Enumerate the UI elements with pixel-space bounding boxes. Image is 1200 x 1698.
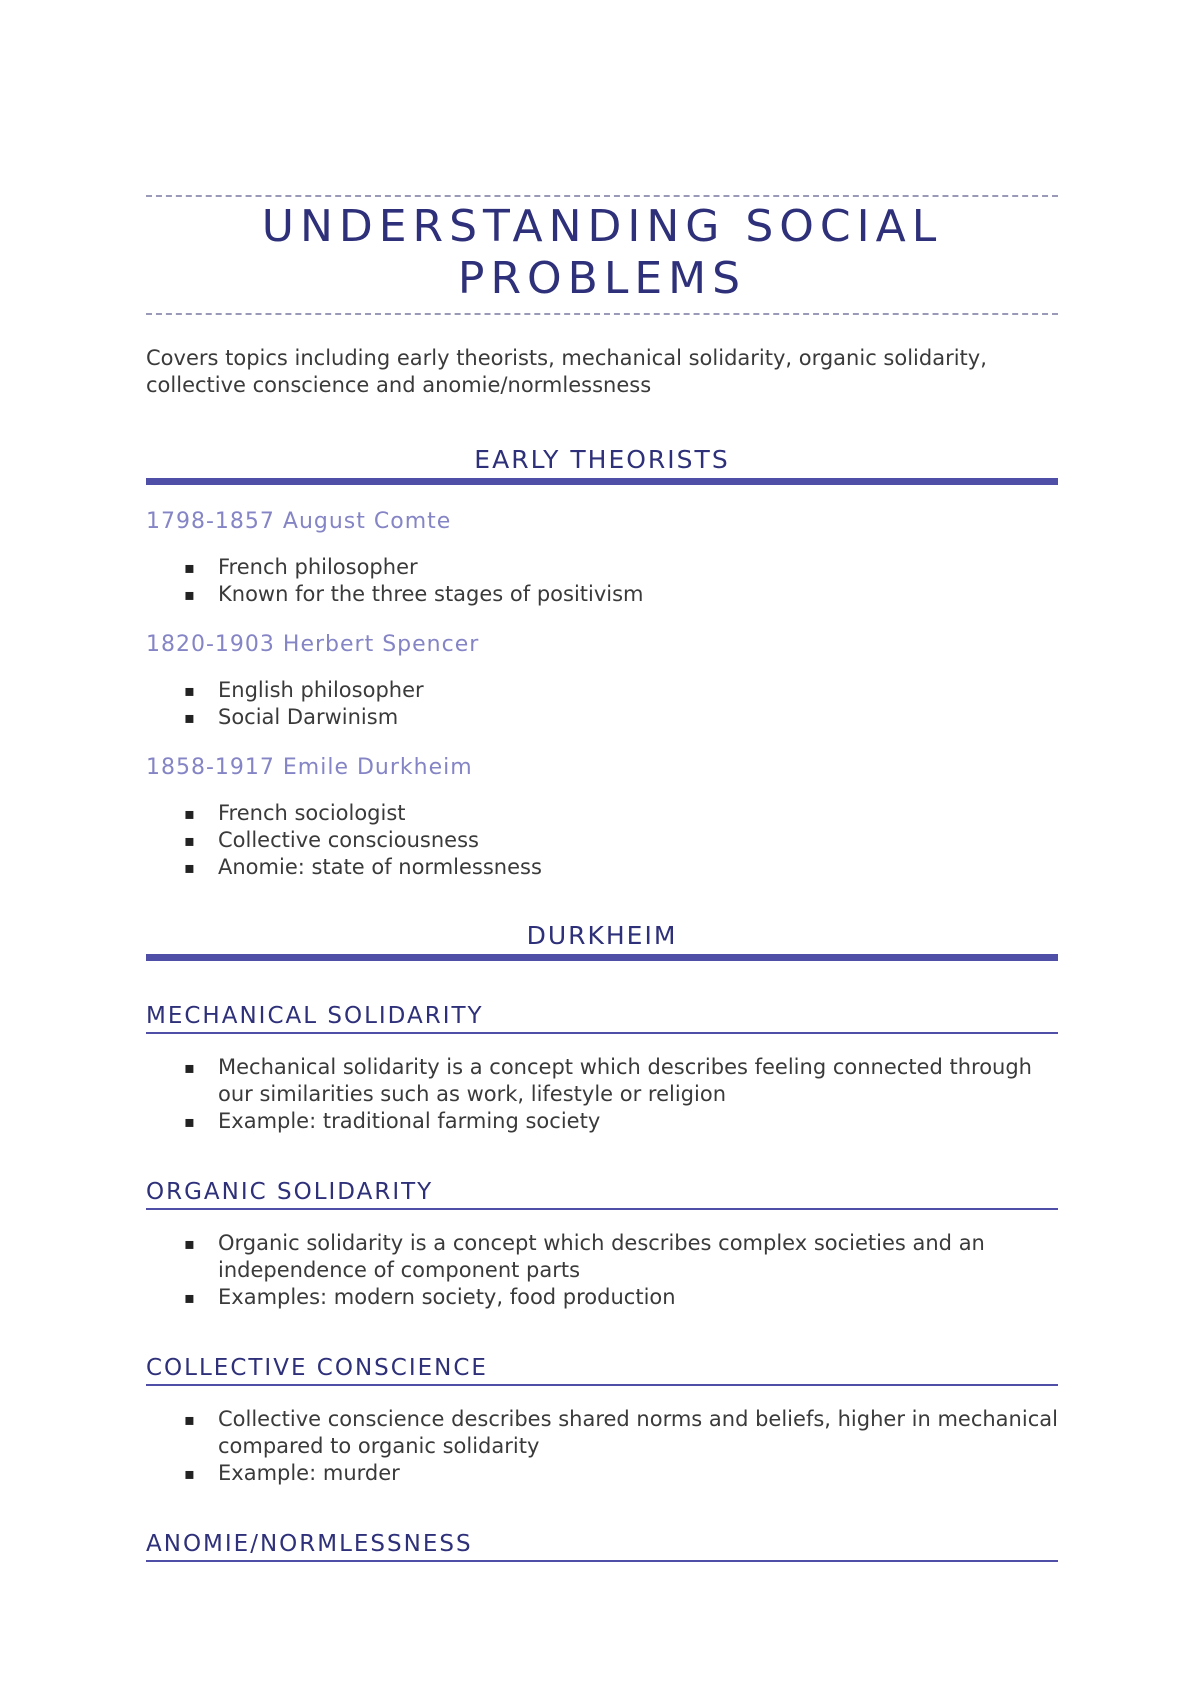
bullet-list xyxy=(146,1230,1058,1311)
list-item-text: French sociologist xyxy=(218,801,406,825)
subheading-collective-conscience: COLLECTIVE CONSCIENCE xyxy=(146,1355,1058,1386)
list-item xyxy=(146,827,1058,854)
section-heading-early-theorists: EARLY THEORISTS xyxy=(146,445,1058,485)
list-item xyxy=(146,1054,1058,1108)
list-item xyxy=(146,1460,1058,1487)
bullet-icon: ▪ xyxy=(184,1112,195,1131)
list-item-text: Mechanical solidarity is a concept which describes feeling connected through our similarities such as work, lifestyle or religion xyxy=(218,1055,1032,1106)
list-item xyxy=(146,677,1058,704)
bullet-icon: ▪ xyxy=(184,804,195,823)
list-item xyxy=(146,800,1058,827)
bullet-list xyxy=(146,1406,1058,1487)
subheading-organic-solidarity: ORGANIC SOLIDARITY xyxy=(146,1179,1058,1210)
list-item xyxy=(146,704,1058,731)
list-item xyxy=(146,1284,1058,1311)
list-item-text: Organic solidarity is a concept which describes complex societies and an independence of component parts xyxy=(218,1231,985,1282)
list-item-text: French philosopher xyxy=(218,555,418,579)
subheading-anomie-normlessness: ANOMIE/NORMLESSNESS xyxy=(146,1531,1058,1562)
list-item-text: Collective conscience describes shared norms and beliefs, higher in mechanical compared to organic solidarity xyxy=(218,1407,1058,1458)
list-item xyxy=(146,854,1058,881)
bullet-list xyxy=(146,800,1058,881)
list-item-text: Anomie: state of normlessness xyxy=(218,855,542,879)
list-item-text: Example: traditional farming society xyxy=(218,1109,601,1133)
list-item-text: Collective consciousness xyxy=(218,828,479,852)
bullet-list xyxy=(146,554,1058,608)
section-heading-durkheim: DURKHEIM xyxy=(146,921,1058,961)
list-item xyxy=(146,554,1058,581)
list-item xyxy=(146,1406,1058,1460)
list-item-text: English philosopher xyxy=(218,678,424,702)
document-body xyxy=(146,195,1058,1562)
bullet-icon: ▪ xyxy=(184,1234,195,1253)
document-title: UNDERSTANDING SOCIAL PROBLEMS xyxy=(261,201,943,304)
list-item-text: Example: murder xyxy=(218,1461,400,1485)
bullet-icon: ▪ xyxy=(184,831,195,850)
subheading-mechanical-solidarity: MECHANICAL SOLIDARITY xyxy=(146,1003,1058,1034)
title-bottom-rule xyxy=(146,313,1058,315)
bullet-icon: ▪ xyxy=(184,1058,195,1077)
bullet-icon: ▪ xyxy=(184,558,195,577)
list-item xyxy=(146,1108,1058,1135)
bullet-icon: ▪ xyxy=(184,585,195,604)
list-item-text: Examples: modern society, food production xyxy=(218,1285,676,1309)
bullet-icon: ▪ xyxy=(184,1288,195,1307)
bullet-icon: ▪ xyxy=(184,1410,195,1429)
bullet-list xyxy=(146,1054,1058,1135)
bullet-icon: ▪ xyxy=(184,708,195,727)
list-item-text: Known for the three stages of positivism xyxy=(218,582,644,606)
bullet-icon: ▪ xyxy=(184,858,195,877)
document-intro: Covers topics including early theorists, mechanical solidarity, organic solidarity, collective conscience and anomie/normlessness xyxy=(146,346,987,397)
list-item xyxy=(146,581,1058,608)
theorist-name: 1858-1917 Emile Durkheim xyxy=(146,755,473,780)
bullet-icon: ▪ xyxy=(184,681,195,700)
bullet-icon: ▪ xyxy=(184,1464,195,1483)
theorist-name: 1798-1857 August Comte xyxy=(146,509,452,534)
theorist-name: 1820-1903 Herbert Spencer xyxy=(146,632,480,657)
bullet-list xyxy=(146,677,1058,731)
list-item xyxy=(146,1230,1058,1284)
list-item-text: Social Darwinism xyxy=(218,705,399,729)
